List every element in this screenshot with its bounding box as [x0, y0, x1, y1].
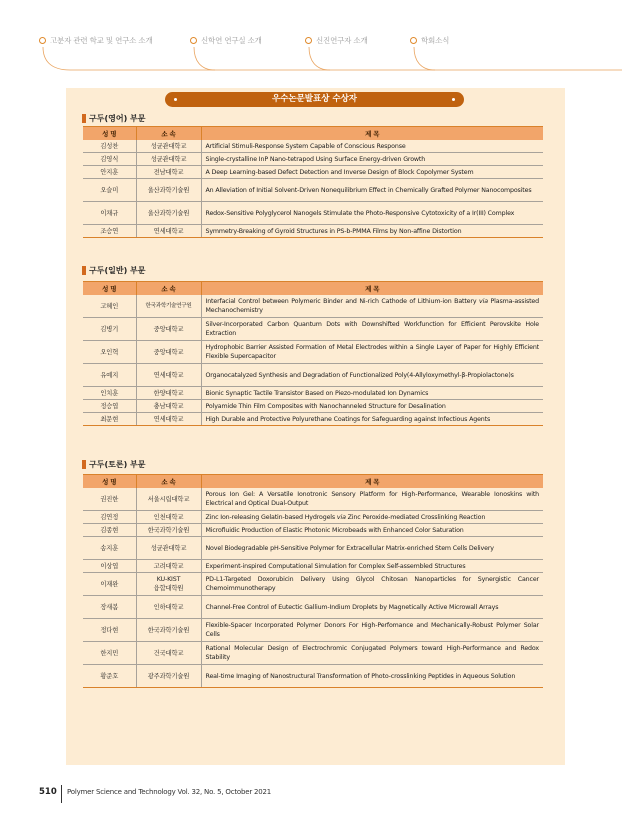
- cell-title: Flexible-Spacer Incorporated Polymer Donors For High-Perfomance and Mechanically-Robust Polymer Solar Cells: [201, 619, 543, 642]
- table-row: [83, 166, 543, 179]
- cell-title: Polyamide Thin Film Composites with Nanochanneled Structure for Desalination: [201, 400, 543, 413]
- cell-name: 인치훈: [83, 387, 136, 400]
- location-pin-icon: [190, 37, 197, 44]
- journal-citation: Polymer Science and Technology Vol. 32, No. 5, October 2021: [67, 788, 272, 796]
- table-header-row: [83, 475, 543, 489]
- cell-name: 이채규: [83, 202, 136, 225]
- cell-affiliation: 한국과학기술원: [136, 524, 201, 537]
- cell-affiliation: 서울시립대학교: [136, 488, 201, 511]
- table-row: [83, 140, 543, 153]
- location-pin-icon: [39, 37, 46, 44]
- cell-affiliation: 중앙대학교: [136, 318, 201, 341]
- cell-affiliation: 성균관대학교: [136, 140, 201, 153]
- cell-affiliation: 성균관대학교: [136, 153, 201, 166]
- page-title: 우수논문발표상 수상자: [271, 94, 358, 104]
- table-row: [83, 387, 543, 400]
- cell-title: Hydrophobic Barrier Assisted Formation of Metal Electrodes within a Single Layer of Paper for Highly Efficient Flexible Supercapacitor: [201, 341, 543, 364]
- cell-title: Bionic Synaptic Tactile Transistor Based on Piezo-modulated Ion Dynamics: [201, 387, 543, 400]
- cell-title: Single-crystalline InP Nano-tetrapod Using Surface Energy-driven Growth: [201, 153, 543, 166]
- col-header-title: 제 목: [201, 127, 543, 141]
- cell-name: 이상엽: [83, 560, 136, 573]
- table-header-row: [83, 282, 543, 296]
- cell-affiliation: 한국과학기술원: [136, 619, 201, 642]
- section-heading-general: 구두(일반) 부문: [82, 266, 145, 276]
- cell-name: 김연정: [83, 511, 136, 524]
- cell-title: Zinc Ion-releasing Gelatin-based Hydrogels via Zinc Peroxide-mediated Crosslinking Reaction: [201, 511, 543, 524]
- cell-name: 황준호: [83, 665, 136, 688]
- cell-name: 이재완: [83, 573, 136, 596]
- table-row: [83, 524, 543, 537]
- cell-title: Porous Ion Gel: A Versatile Ionotronic Sensory Platform for High-Performance, Wearable Ionoskins with Electrical and Optical Dual-Output: [201, 488, 543, 511]
- section-marker-icon: [82, 114, 86, 123]
- cell-name: 한지민: [83, 642, 136, 665]
- cell-name: 최문현: [83, 413, 136, 426]
- table-row: [83, 573, 543, 596]
- nav-item-news[interactable]: 학회소식: [410, 35, 449, 49]
- cell-name: 장새봄: [83, 596, 136, 619]
- cell-name: 송지훈: [83, 537, 136, 560]
- cell-name: 유예지: [83, 364, 136, 387]
- cell-name: 정승엽: [83, 400, 136, 413]
- cell-name: 조승연: [83, 225, 136, 238]
- cell-affiliation: KU-KIST 융합대학원: [136, 573, 201, 596]
- cell-name: 김종현: [83, 524, 136, 537]
- cell-affiliation: 전남대학교: [136, 166, 201, 179]
- cell-affiliation: 울산과학기술원: [136, 179, 201, 202]
- table-row: [83, 619, 543, 642]
- cell-affiliation: 광주과학기술원: [136, 665, 201, 688]
- cell-name: 안지훈: [83, 166, 136, 179]
- section-heading-discussion: 구두(토론) 부문: [82, 460, 145, 470]
- cell-title: A Deep Learning-based Defect Detection and Inverse Design of Block Copolymer System: [201, 166, 543, 179]
- cell-title: An Alleviation of Initial Solvent-Driven Nonequilibrium Effect in Chemically Grafted Polymer Nanocomposites: [201, 179, 543, 202]
- cell-affiliation: 연세대학교: [136, 225, 201, 238]
- cell-name: 오슬미: [83, 179, 136, 202]
- cell-title: Channel-Free Control of Eutectic Gallium-Indium Droplets by Magnetically Active Microwall Arrays: [201, 596, 543, 619]
- cell-affiliation: 한국과학기술연구원: [136, 295, 201, 318]
- cell-title: Symmetry-Breaking of Gyroid Structures in PS-b-PMMA Films by Non-affine Distortion: [201, 225, 543, 238]
- cell-title: Microfluidic Production of Elastic Photonic Microbeads with Enhanced Color Saturation: [201, 524, 543, 537]
- cell-title: Interfacial Control between Polymeric Binder and Ni-rich Cathode of Lithium-ion Battery via Plasma-assisted Mechanochemistry: [201, 295, 543, 318]
- table-row: [83, 596, 543, 619]
- cell-name: 오인혁: [83, 341, 136, 364]
- cell-affiliation: 한양대학교: [136, 387, 201, 400]
- cell-name: 정다현: [83, 619, 136, 642]
- col-header-affiliation: 소 속: [136, 282, 201, 296]
- location-pin-icon: [305, 37, 312, 44]
- nav-item-labs[interactable]: 신학연 연구실 소개: [190, 35, 262, 49]
- cell-title: Silver-Incorporated Carbon Quantum Dots with Downshifted Workfunction for Efficient Perovskite Hole Extraction: [201, 318, 543, 341]
- table-row: [83, 364, 543, 387]
- cell-affiliation: 건국대학교: [136, 642, 201, 665]
- col-header-name: 성 명: [83, 127, 136, 141]
- cell-affiliation: 중앙대학교: [136, 341, 201, 364]
- col-header-affiliation: 소 속: [136, 475, 201, 489]
- table-row: [83, 295, 543, 318]
- cell-title: High Durable and Protective Polyurethane Coatings for Safeguarding against Infectious Agents: [201, 413, 543, 426]
- bullet-dot-icon: [174, 98, 177, 101]
- col-header-name: 성 명: [83, 282, 136, 296]
- cell-affiliation: 연세대학교: [136, 413, 201, 426]
- cell-name: 고혜인: [83, 295, 136, 318]
- location-pin-icon: [410, 37, 417, 44]
- bullet-dot-icon: [452, 98, 455, 101]
- cell-affiliation: 성균관대학교: [136, 537, 201, 560]
- col-header-affiliation: 소 속: [136, 127, 201, 141]
- cell-affiliation: 인하대학교: [136, 596, 201, 619]
- table-row: [83, 560, 543, 573]
- section-nav: [0, 0, 622, 80]
- cell-title: Experiment-inspired Computational Simulation for Complex Self-assembled Structures: [201, 560, 543, 573]
- cell-title: Rational Molecular Design of Electrochromic Conjugated Polymers toward High-Performance and Redox Stability: [201, 642, 543, 665]
- cell-affiliation: 연세대학교: [136, 364, 201, 387]
- cell-affiliation: 고려대학교: [136, 560, 201, 573]
- table-row: [83, 341, 543, 364]
- awards-table-general: [83, 281, 543, 426]
- table-row: [83, 400, 543, 413]
- table-row: [83, 202, 543, 225]
- cell-title: Novel Biodegradable pH-Sensitive Polymer for Extracellular Matrix-enriched Stem Cells Delivery: [201, 537, 543, 560]
- cell-title: Organocatalyzed Synthesis and Degradation of Functionalized Poly(4-Allyloxymethyl-β-Propiolactone)s: [201, 364, 543, 387]
- table-row: [83, 318, 543, 341]
- col-header-title: 제 목: [201, 475, 543, 489]
- page-number: 510: [39, 787, 57, 797]
- cell-name: 김영식: [83, 153, 136, 166]
- col-header-title: 제 목: [201, 282, 543, 296]
- cell-affiliation: 울산과학기술원: [136, 202, 201, 225]
- awards-table-english: [83, 126, 543, 238]
- nav-item-researchers[interactable]: 신진연구자 소개: [305, 35, 368, 49]
- awards-table-discussion: [83, 474, 543, 688]
- nav-item-schools[interactable]: 고분자 관련 학교 및 연구소 소개: [39, 35, 153, 49]
- cell-affiliation: 인천대학교: [136, 511, 201, 524]
- cell-title: Redox-Sensitive Polyglycerol Nanogels Stimulate the Photo-Responsive Cytotoxicity of a Ir(III) Complex: [201, 202, 543, 225]
- cell-affiliation: 충남대학교: [136, 400, 201, 413]
- section-marker-icon: [82, 460, 86, 469]
- cell-title: Artificial Stimuli-Response System Capable of Conscious Response: [201, 140, 543, 153]
- section-heading-english: 구두(영어) 부문: [82, 114, 145, 124]
- col-header-name: 성 명: [83, 475, 136, 489]
- cell-title: PD-L1-Targeted Doxorubicin Delivery Using Glycol Chitosan Nanoparticles for Synergistic Cancer Chemoimmunotherapy: [201, 573, 543, 596]
- table-row: [83, 665, 543, 688]
- table-header-row: [83, 127, 543, 141]
- table-row: [83, 225, 543, 238]
- page-title-banner: [165, 92, 464, 107]
- footer-divider: [61, 785, 62, 803]
- cell-name: 김성찬: [83, 140, 136, 153]
- cell-name: 권진한: [83, 488, 136, 511]
- table-row: [83, 537, 543, 560]
- table-row: [83, 642, 543, 665]
- section-marker-icon: [82, 266, 86, 275]
- cell-name: 김병기: [83, 318, 136, 341]
- table-row: [83, 179, 543, 202]
- table-row: [83, 511, 543, 524]
- cell-title: Real-time Imaging of Nanostructural Transformation of Photo-crosslinking Peptides in Aqueous Solution: [201, 665, 543, 688]
- table-row: [83, 153, 543, 166]
- table-row: [83, 488, 543, 511]
- table-row: [83, 413, 543, 426]
